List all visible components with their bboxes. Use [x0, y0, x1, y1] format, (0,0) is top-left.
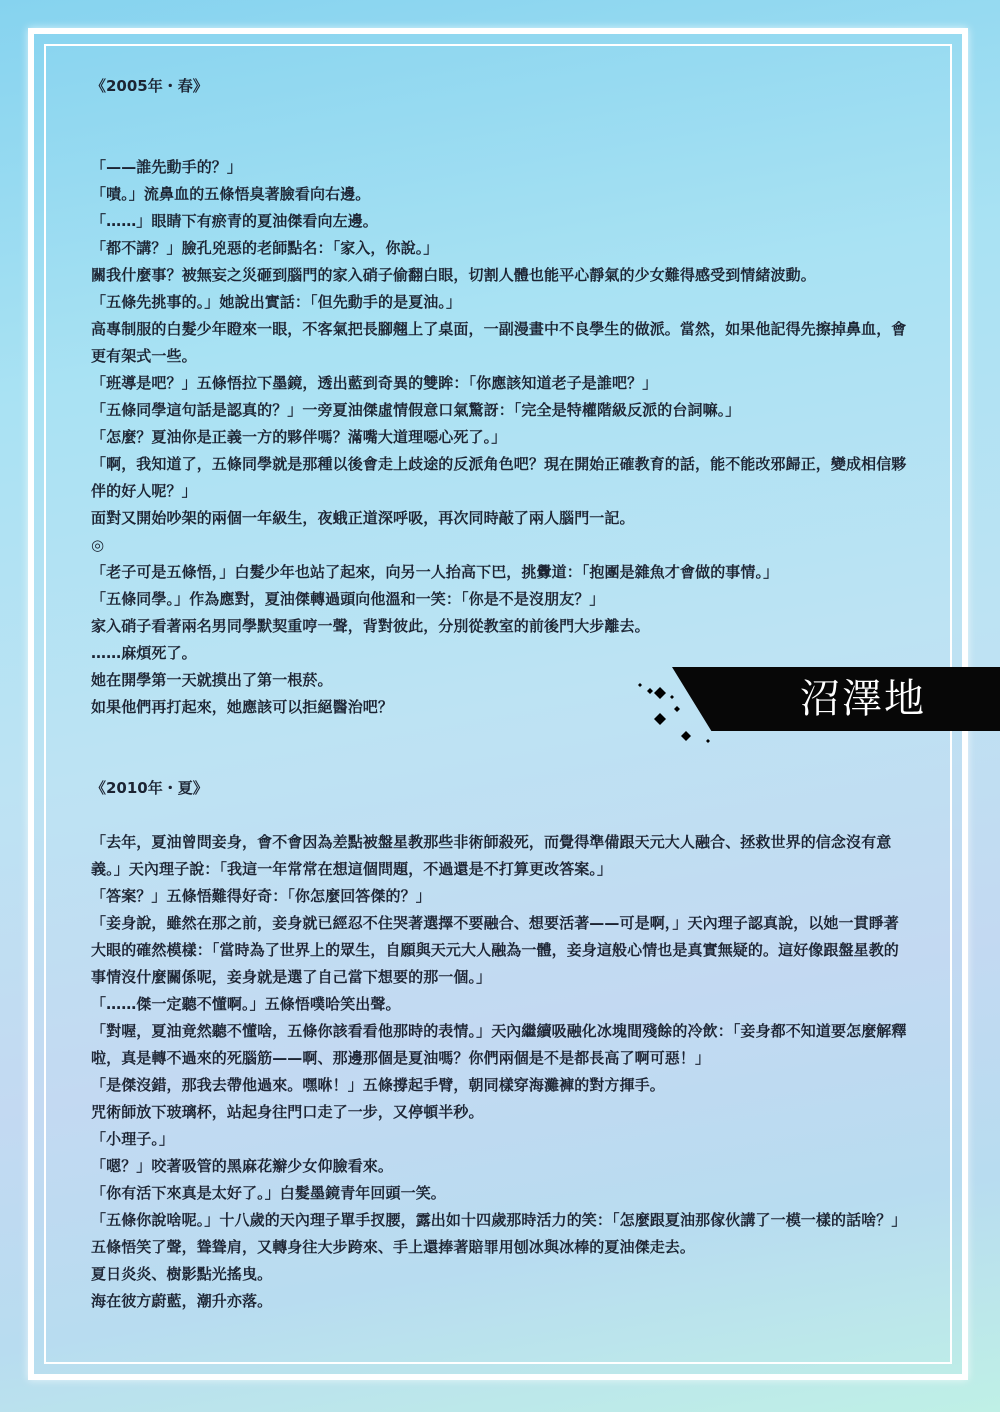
paragraph: 「……」眼睛下有瘀青的夏油傑看向左邊。 [91, 212, 378, 230]
paragraph: 「——誰先動手的？」 [91, 158, 243, 176]
paragraph: 夏日炎炎、樹影點光搖曳。 [91, 1265, 273, 1283]
decorative-diamond-dots-icon [630, 675, 730, 745]
paragraph: 「五條你說啥呢。」十八歲的天內理子單手扠腰，露出如十四歲那時活力的笑：「怎麼跟夏油那傢伙講了一模一樣的話啥？」 [91, 1211, 907, 1229]
paragraph: 她在開學第一天就摸出了第一根菸。 [91, 671, 333, 689]
section-heading-2010: 《2010年・夏》 [91, 779, 208, 797]
paragraph: 「答案？」五條悟難得好奇：「你怎麼回答傑的？」 [91, 887, 431, 905]
paragraph: 「五條同學。」作為應對，夏油傑轉過頭向他溫和一笑：「你是不是沒朋友？」 [91, 590, 605, 608]
paragraph: 「怎麼？夏油你是正義一方的夥伴嗎？滿嘴大道理噁心死了。」 [91, 428, 507, 446]
paragraph: 面對又開始吵架的兩個一年級生，夜蛾正道深呼吸，再次同時敲了兩人腦門一記。 [91, 509, 635, 527]
paragraph: 「啊，我知道了，五條同學就是那種以後會走上歧途的反派角色吧？現在開始正確教育的話，能不能改邪歸正，變成相信夥伴的好人呢？」 [91, 455, 907, 500]
scene-break-symbol: ◎ [91, 536, 105, 554]
section-heading-2005: 《2005年・春》 [91, 77, 208, 95]
paragraph: 家入硝子看著兩名男同學默契重哼一聲，背對彼此，分別從教室的前後門大步離去。 [91, 617, 650, 635]
paragraph: 「班導是吧？」五條悟拉下墨鏡，透出藍到奇異的雙眸：「你應該知道老子是誰吧？」 [91, 374, 658, 392]
paragraph: 「五條先挑事的。」她說出實話：「但先動手的是夏油。」 [91, 293, 462, 311]
paragraph: 「妾身說，雖然在那之前，妾身就已經忍不住哭著選擇不要融合、想要活著——可是啊，」天內理子認真說，以她一貫睜著大眼的確然模樣：「當時為了世界上的眾生，自願與天元大人融為一體，妾身這般心情也是真實無疑的。這好像跟盤星教的事情沒什麼關係呢，妾身就是選了自己當下想要的那一個。」 [91, 914, 899, 986]
paragraph: 關我什麼事？被無妄之災砸到腦門的家入硝子偷翻白眼，切割人體也能平心靜氣的少女難得感受到情緒波動。 [91, 266, 816, 284]
paragraph: 「對喔，夏油竟然聽不懂啥，五條你該看看他那時的表情。」天內繼續吸融化冰塊間殘餘的冷飲：「妾身都不知道要怎麼解釋啦，真是轉不過來的死腦筋——啊、那邊那個是夏油嗎？你們兩個是不是都長高了啊可惡！」 [91, 1022, 907, 1067]
paragraph: 「嘖。」流鼻血的五條悟臭著臉看向右邊。 [91, 185, 371, 203]
paragraph: 「五條同學這句話是認真的？」一旁夏油傑虛情假意口氣驚訝：「完全是特權階級反派的台詞嘛。」 [91, 401, 741, 419]
paragraph: 「……傑一定聽不懂啊。」五條悟噗哈笑出聲。 [91, 995, 401, 1013]
paragraph: 「你有活下來真是太好了。」白髮墨鏡青年回頭一笑。 [91, 1184, 446, 1202]
paragraph: 五條悟笑了聲，聳聳肩，又轉身往大步跨來、手上還捧著賠罪用刨冰與冰棒的夏油傑走去。 [91, 1238, 696, 1256]
paragraph: 高專制服的白髮少年瞪來一眼，不客氣把長腳翹上了桌面，一副漫畫中不良學生的做派。當然，如果他記得先擦掉鼻血，會更有架式一些。 [91, 320, 907, 365]
paragraph: 「小理子。」 [91, 1130, 175, 1148]
paragraph: ……麻煩死了。 [91, 644, 197, 662]
paragraph: 如果他們再打起來，她應該可以拒絕醫治吧？ [91, 698, 394, 716]
paragraph: 「是傑沒錯，那我去帶他過來。嘿咻！」五條撐起手臂，朝同樣穿海灘褲的對方揮手。 [91, 1076, 665, 1094]
author-name: 沼澤地 [800, 676, 926, 722]
paragraph: 「去年，夏油曾問妾身，會不會因為差點被盤星教那些非術師殺死，而覺得準備跟天元大人融合、拯救世界的信念沒有意義。」天內理子說：「我這一年常常在想這個問題，不過還是不打算更改答案。」 [91, 833, 892, 878]
paragraph: 「嗯？」咬著吸管的黑麻花辮少女仰臉看來。 [91, 1157, 394, 1175]
paragraph: 咒術師放下玻璃杯，站起身往門口走了一步，又停頓半秒。 [91, 1103, 484, 1121]
paragraph: 「都不講？」臉孔兇惡的老師點名：「家入，你說。」 [91, 239, 439, 257]
paragraph: 海在彼方蔚藍，潮升亦落。 [91, 1292, 273, 1310]
paragraph: 「老子可是五條悟，」白髮少年也站了起來，向另一人抬高下巴，挑釁道：「抱團是雜魚才會做的事情。」 [91, 563, 779, 581]
